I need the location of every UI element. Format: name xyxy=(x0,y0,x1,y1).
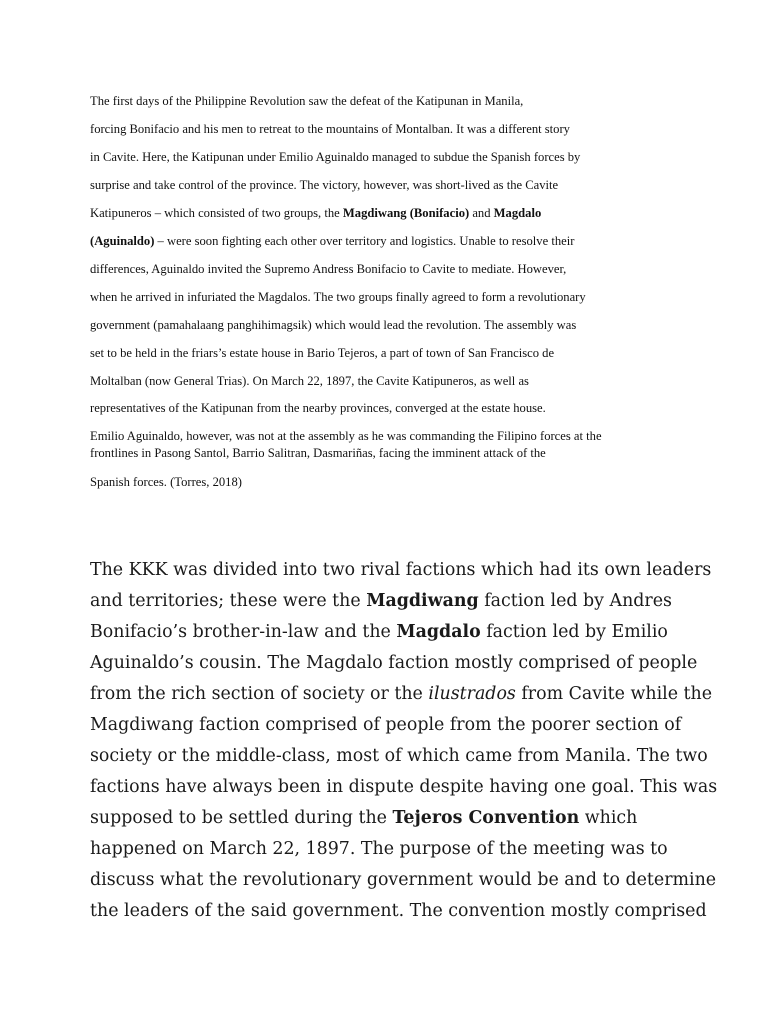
excerpt-line: set to be held in the friars’s estate house in Bario Tejeros, a part of town of San Francisco de xyxy=(90,346,555,360)
excerpt-line: when he arrived in infuriated the Magdalos. The two groups finally agreed to form a revolutionary xyxy=(90,290,586,304)
paragraph-text: Bonifacio’s brother-in-law and the xyxy=(90,622,397,642)
paragraph-text: faction led by Emilio xyxy=(480,622,668,642)
paragraph-line: Aguinaldo’s cousin. The Magdalo faction mostly comprised of people xyxy=(90,653,698,673)
paragraph-line: discuss what the revolutionary government would be and to determine xyxy=(90,870,717,890)
bold-term: Magdiwang xyxy=(366,591,479,611)
paragraph-text: from the rich section of society or the xyxy=(90,684,429,704)
italic-term: ilustrados xyxy=(428,684,516,704)
bold-term: Magdalo xyxy=(493,206,542,220)
paragraph-line: The KKK was divided into two rival factions which had its own leaders xyxy=(90,560,712,580)
paragraph-line: factions have always been in dispute despite having one goal. This was xyxy=(90,777,718,797)
excerpt-line: surprise and take control of the province. The victory, however, was short-lived as the Cavite xyxy=(90,178,559,192)
excerpt-line xyxy=(90,233,574,249)
excerpt-line: forcing Bonifacio and his men to retreat to the mountains of Montalban. It was a different story xyxy=(90,122,570,136)
excerpt-line: Moltalban (now General Trias). On March 22, 1897, the Cavite Katipuneros, as well as xyxy=(90,374,529,388)
excerpt-text: Katipuneros – which consisted of two groups, the xyxy=(90,206,343,220)
paragraph-text: and territories; these were the xyxy=(90,591,367,611)
paragraph-line xyxy=(90,590,672,612)
paragraph-line xyxy=(90,621,668,643)
paragraph-text: from Cavite while the xyxy=(515,684,712,704)
paragraph-line: happened on March 22, 1897. The purpose of the meeting was to xyxy=(90,839,668,859)
excerpt-text: and xyxy=(469,206,494,220)
excerpt-line xyxy=(90,205,541,221)
excerpt-line: Spanish forces. (Torres, 2018) xyxy=(90,475,242,489)
bold-term: Tejeros Convention xyxy=(392,808,580,828)
excerpt-line: Emilio Aguinaldo, however, was not at the assembly as he was commanding the Filipino forces at the xyxy=(90,429,602,443)
paragraph-line: society or the middle-class, most of which came from Manila. The two xyxy=(90,746,708,766)
excerpt-line: frontlines in Pasong Santol, Barrio Salitran, Dasmariñas, facing the imminent attack of the xyxy=(90,446,546,460)
paragraph-line xyxy=(90,683,712,705)
excerpt-line: differences, Aguinaldo invited the Supremo Andress Bonifacio to Cavite to mediate. However, xyxy=(90,262,567,276)
bold-term: Magdiwang (Bonifacio) xyxy=(342,206,470,220)
excerpt-line: government (pamahalaang panghihimagsik) which would lead the revolution. The assembly was xyxy=(90,318,577,332)
bold-term: Magdalo xyxy=(396,622,481,642)
excerpt-line: representatives of the Katipunan from the nearby provinces, converged at the estate house. xyxy=(90,401,546,415)
paragraph-line xyxy=(90,807,637,829)
excerpt-text: – were soon fighting each other over territory and logistics. Unable to resolve their xyxy=(154,234,575,248)
excerpt-line: in Cavite. Here, the Katipunan under Emilio Aguinaldo managed to subdue the Spanish forces by xyxy=(90,150,581,164)
paragraph-text: which xyxy=(579,808,638,828)
paragraph-line: Magdiwang faction comprised of people from the poorer section of xyxy=(90,715,682,735)
excerpt-line: The first days of the Philippine Revolution saw the defeat of the Katipunan in Manila, xyxy=(90,94,524,108)
paragraph-text: supposed to be settled during the xyxy=(90,808,393,828)
paragraph-line: the leaders of the said government. The convention mostly comprised xyxy=(90,901,707,921)
paragraph-text: faction led by Andres xyxy=(478,591,672,611)
bold-term: (Aguinaldo) xyxy=(90,234,155,248)
